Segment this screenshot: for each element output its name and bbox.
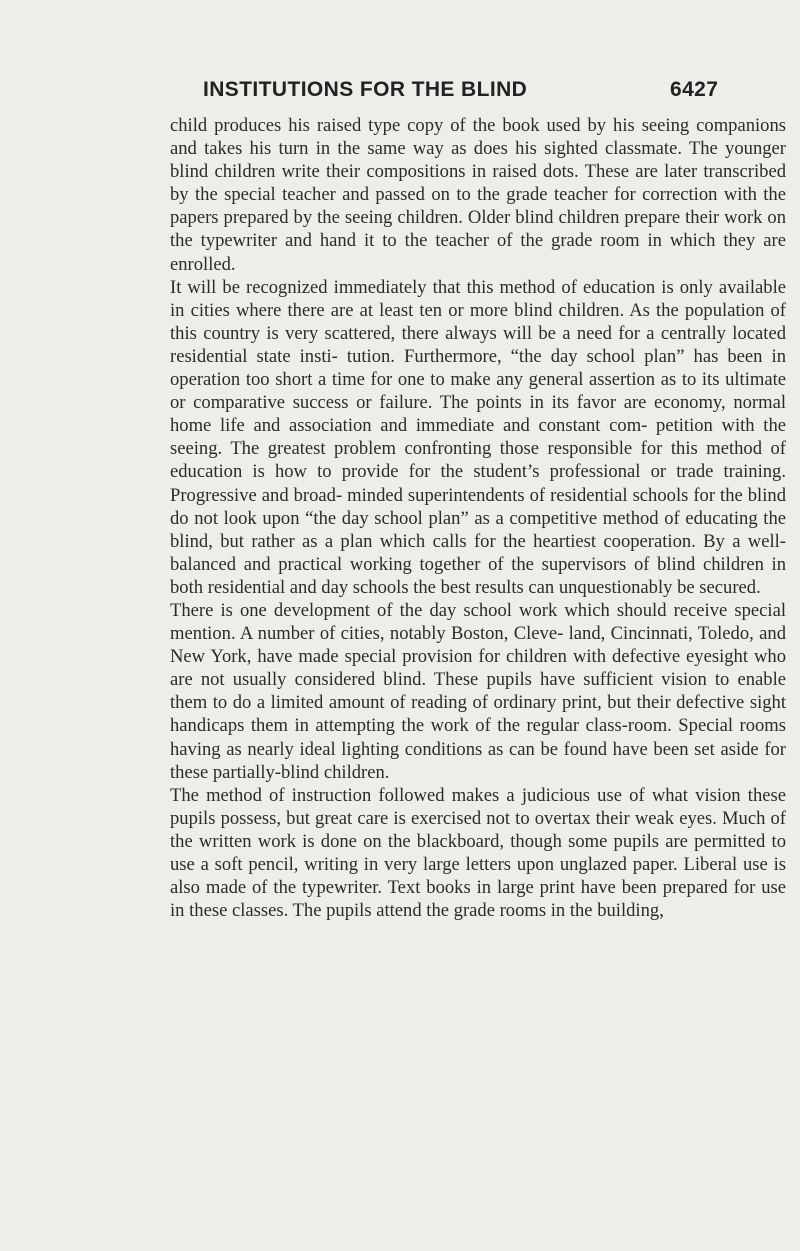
page-header — [0, 78, 800, 110]
page-number: 6427 — [670, 78, 719, 101]
body-text — [170, 114, 786, 922]
paragraph-4: The method of instruction followed makes a judicious use of what vision these pupils possess, but great care is exercised not to overtax their weak eyes. Much of the written work is done on the blackboard, though some pupils are permitted to use a soft pencil, writing in very large letters upon unglazed paper. Liberal use is also made of the typewriter. Text books in large print have been prepared for use in these classes. The pupils attend the grade rooms in the building, — [170, 784, 786, 922]
paragraph-3: There is one development of the day school work which should receive special mention. A number of cities, notably Boston, Cleve- land, Cincinnati, Toledo, and New York, have made special provision for children with defective eyesight who are not usually considered blind. These pupils have sufficient vision to enable them to do a limited amount of reading of ordinary print, but their defective sight handicaps them in attempting the work of the regular class-room. Special rooms having as nearly ideal lighting conditions as can be found have been set aside for these partially-blind children. — [170, 599, 786, 783]
paragraph-1: child produces his raised type copy of the book used by his seeing companions and takes his turn in the same way as does his sighted classmate. The younger blind children write their compositions in raised dots. These are later transcribed by the special teacher and passed on to the grade teacher for correction with the papers prepared by the seeing children. Older blind children prepare their work on the typewriter and hand it to the teacher of the grade room in which they are enrolled. — [170, 115, 786, 275]
running-head: INSTITUTIONS FOR THE BLIND — [203, 78, 528, 101]
paragraph-2: It will be recognized immediately that this method of education is only available in cities where there are at least ten or more blind children. As the population of this country is very scattered, there always will be a need for a centrally located residential state insti- tution. Furthermore, “the day school plan” has been in operation too short a time for one to make any general assertion as to its ultimate or comparative success or failure. The points in its favor are economy, normal home life and association and immediate and constant com- petition with the seeing. The greatest problem confronting those responsible for this method of education is how to provide for the student’s professional or trade training. Progressive and broad- minded superintendents of residential schools for the blind do not look upon “the day school plan” as a competitive method of educating the blind, but rather as a plan which calls for the heartiest cooperation. By a well-balanced and practical working together of the supervisors of blind children in both residential and day schools the best results can unquestionably be secured. — [170, 276, 786, 598]
